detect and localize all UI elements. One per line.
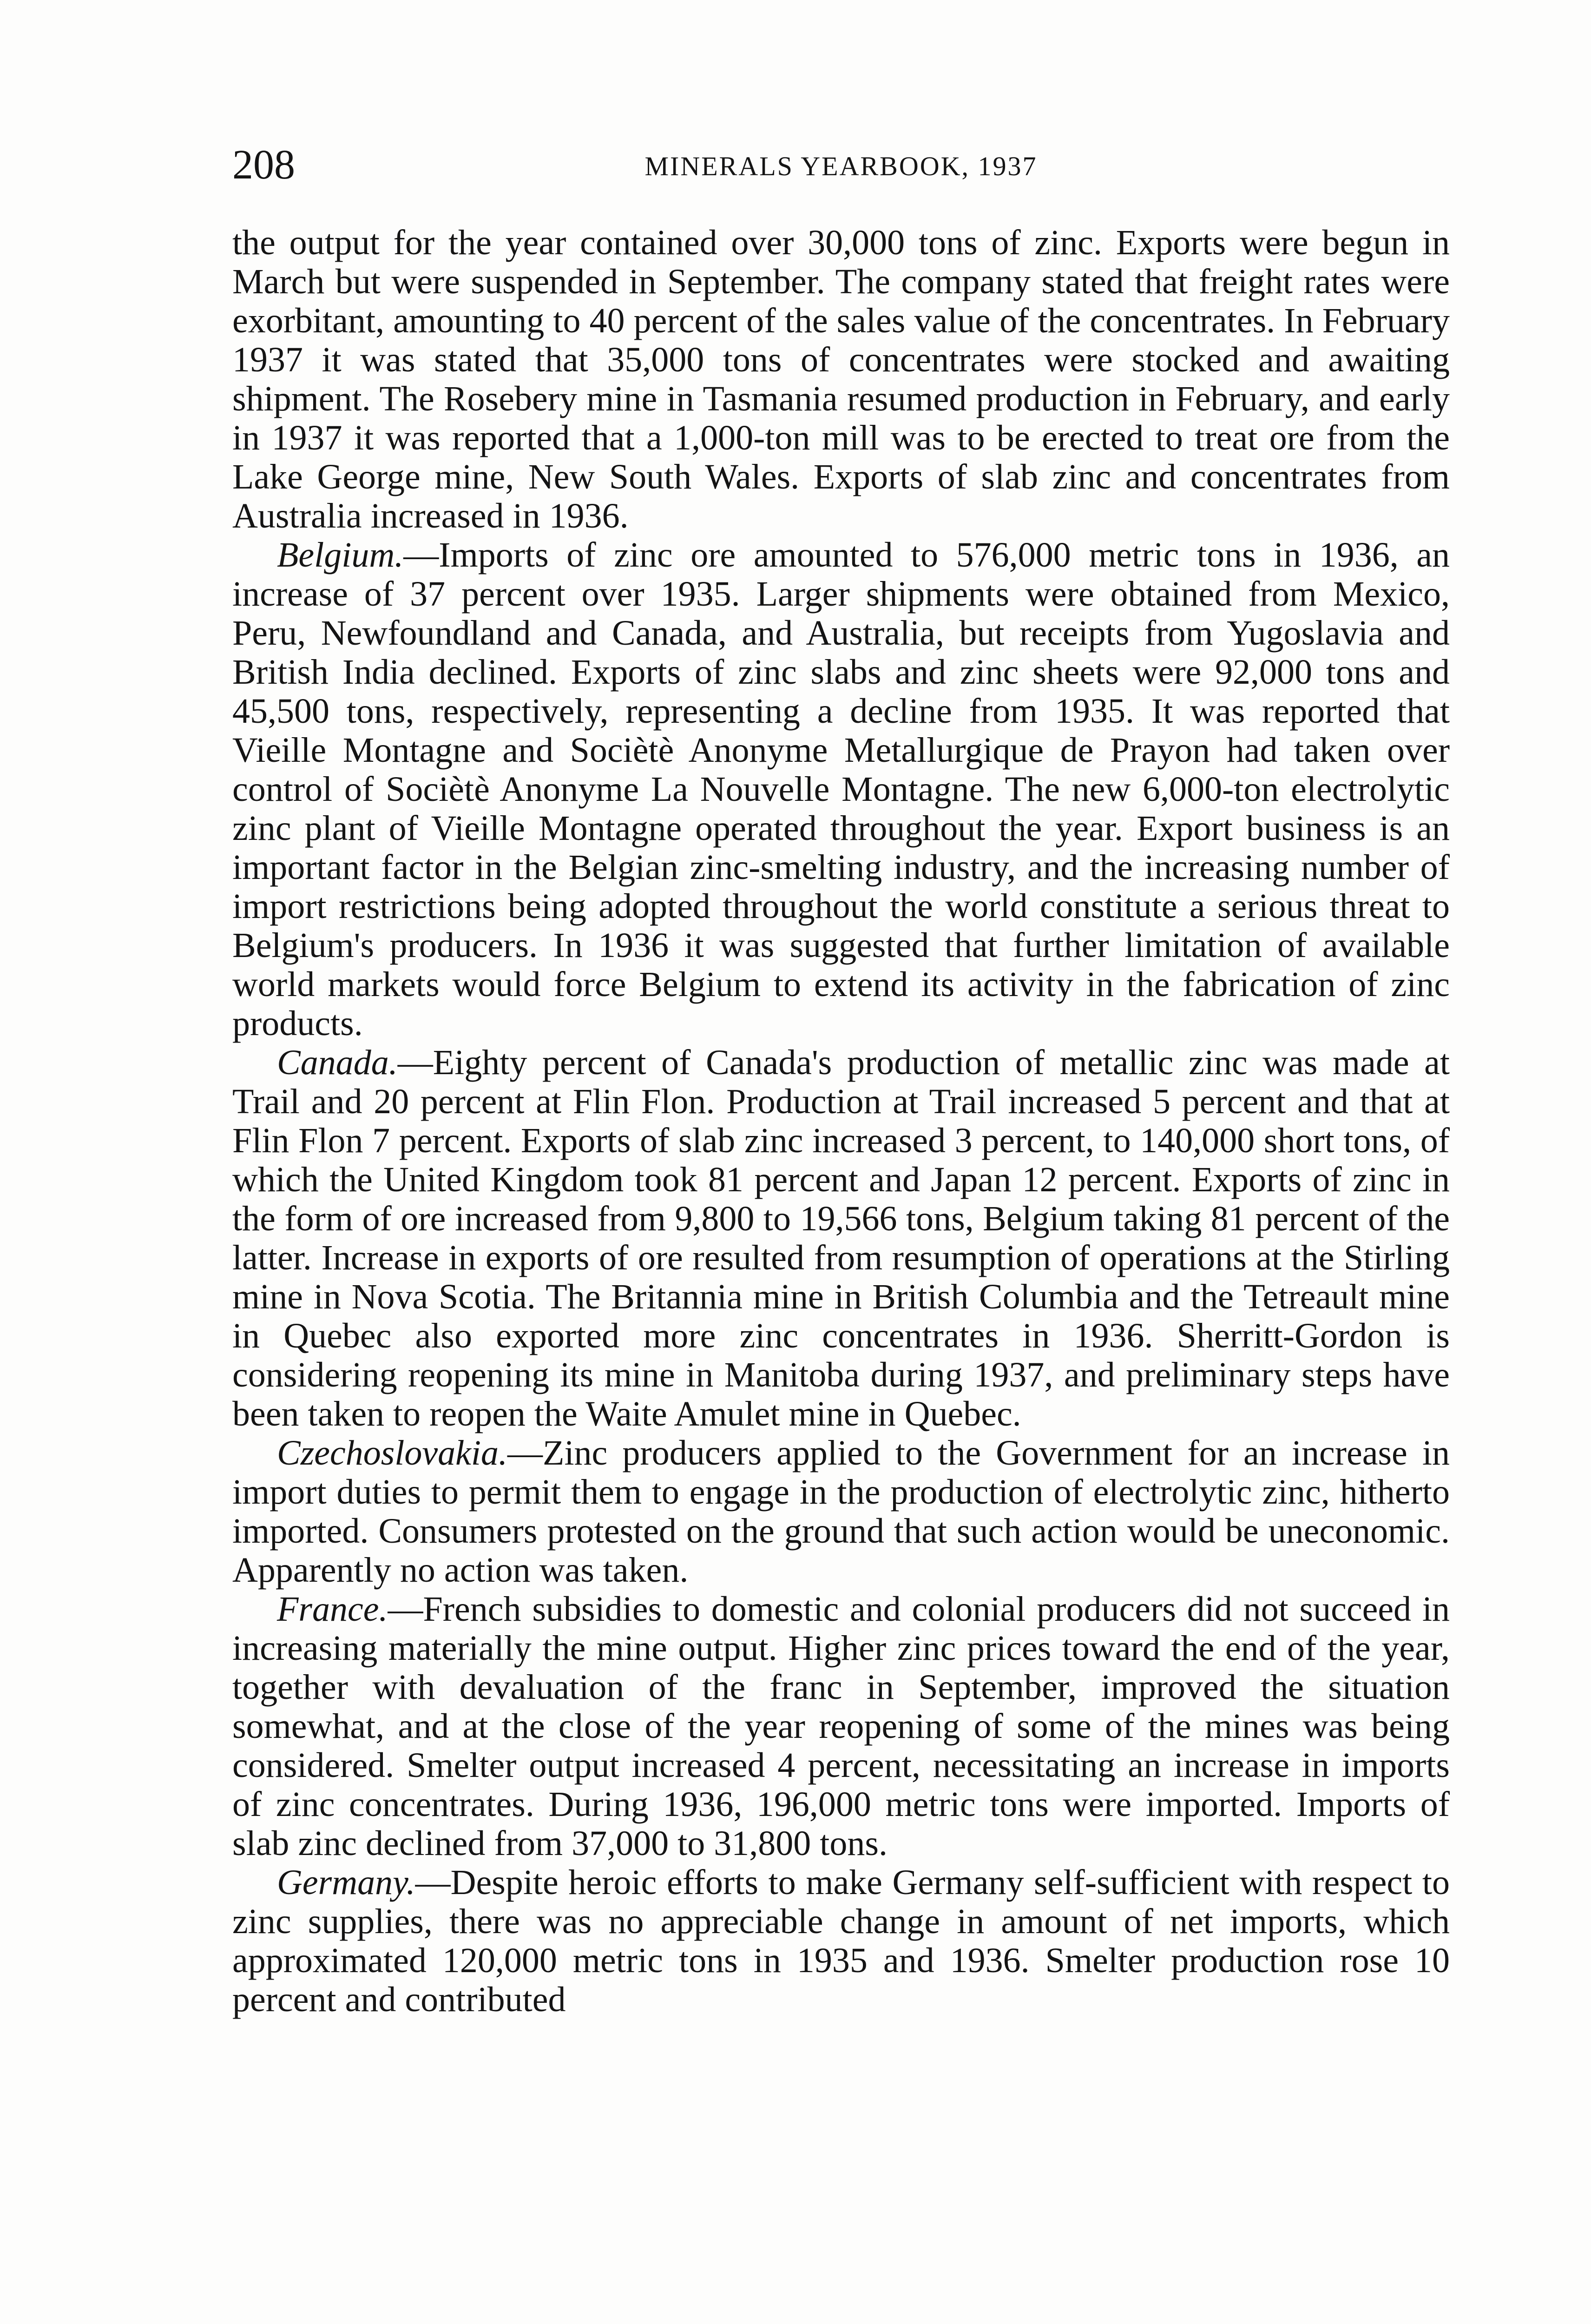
paragraph-germany bbox=[232, 1863, 1450, 2019]
country-heading: Belgium. bbox=[277, 535, 404, 574]
body-text bbox=[232, 223, 1450, 2324]
running-title: MINERALS YEARBOOK, 1937 bbox=[644, 151, 1038, 181]
paragraph-canada bbox=[232, 1043, 1450, 1433]
paragraph-text: —Despite heroic efforts to make Germany self-sufficient with respect to zinc supplies, there was no appreciable change in amount of net imports, which approximated 120,000 metric tons in 1935 and 1936. Smelter production rose 10 percent and contributed bbox=[232, 1863, 1450, 2019]
paragraph-text: —Zinc producers applied to the Government for an increase in import duties to permit them to engage in the production of electrolytic zinc, hitherto imported. Consumers protested on the ground that such action would be uneconomic. Apparently no action was taken. bbox=[232, 1433, 1450, 1590]
paragraph-text: —Imports of zinc ore amounted to 576,000 metric tons in 1936, an increase of 37 percent over 1935. Larger shipments were obtained from Mexico, Peru, Newfoundland and Canada, and Australia, but receipts from Yugoslavia and British India declined. Exports of zinc slabs and zinc sheets were 92,000 tons and 45,500 tons, respectively, representing a decline from 1935. It was reported that Vieille Montagne and Sociètè Anonyme Metallurgique de Prayon had taken over control of Sociètè Anonyme La Nouvelle Montagne. The new 6,000-ton electrolytic zinc plant of Vieille Montagne operated throughout the year. Export business is an important factor in the Belgian zinc-smelting industry, and the increasing number of import restrictions being adopted throughout the world constitute a serious threat to Belgium's producers. In 1936 it was suggested that further limitation of available world markets would force Belgium to extend its activity in the fabrication of zinc products. bbox=[232, 535, 1450, 1043]
country-heading: France. bbox=[277, 1590, 388, 1629]
country-heading: Canada. bbox=[277, 1043, 398, 1082]
paragraph-text: —French subsidies to domestic and colonial producers did not succeed in increasing materially the mine output. Higher zinc prices toward the end of the year, together with devaluation of the franc in September, improved the situation somewhat, and at the close of the year reopening of some of the mines was being considered. Smelter output increased 4 percent, necessitating an increase in imports of zinc concentrates. During 1936, 196,000 metric tons were imported. Imports of slab zinc declined from 37,000 to 31,800 tons. bbox=[232, 1590, 1450, 1863]
page-header bbox=[232, 139, 1450, 191]
paragraph-text: —Eighty percent of Canada's production of metallic zinc was made at Trail and 20 percent at Flin Flon. Production at Trail increased 5 percent and that at Flin Flon 7 percent. Exports of slab zinc increased 3 percent, to 140,000 short tons, of which the United Kingdom took 81 percent and Japan 12 percent. Exports of zinc in the form of ore increased from 9,800 to 19,566 tons, Belgium taking 81 percent of the latter. Increase in exports of ore resulted from resumption of operations at the Stirling mine in Nova Scotia. The Britannia mine in British Columbia and the Tetreault mine in Quebec also exported more zinc concentrates in 1936. Sherritt-Gordon is considering reopening its mine in Manitoba during 1937, and preliminary steps have been taken to reopen the Waite Amulet mine in Quebec. bbox=[232, 1043, 1450, 1433]
paragraph-continuation bbox=[232, 223, 1450, 535]
page-number: 208 bbox=[232, 142, 295, 188]
country-heading: Czechoslovakia. bbox=[277, 1433, 508, 1472]
paragraph-czechoslovakia bbox=[232, 1433, 1450, 1590]
paragraph-text: the output for the year contained over 30,000 tons of zinc. Exports were begun in March but were suspended in September. The company stated that freight rates were exorbitant, amounting to 40 percent of the sales value of the concentrates. In February 1937 it was stated that 35,000 tons of concentrates were stocked and awaiting shipment. The Rosebery mine in Tasmania resumed production in February, and early in 1937 it was reported that a 1,000-ton mill was to be erected to treat ore from the Lake George mine, New South Wales. Exports of slab zinc and concentrates from Australia increased in 1936. bbox=[232, 223, 1450, 535]
paragraph-belgium bbox=[232, 535, 1450, 1043]
paragraph-france bbox=[232, 1590, 1450, 1863]
country-heading: Germany. bbox=[277, 1863, 415, 1902]
